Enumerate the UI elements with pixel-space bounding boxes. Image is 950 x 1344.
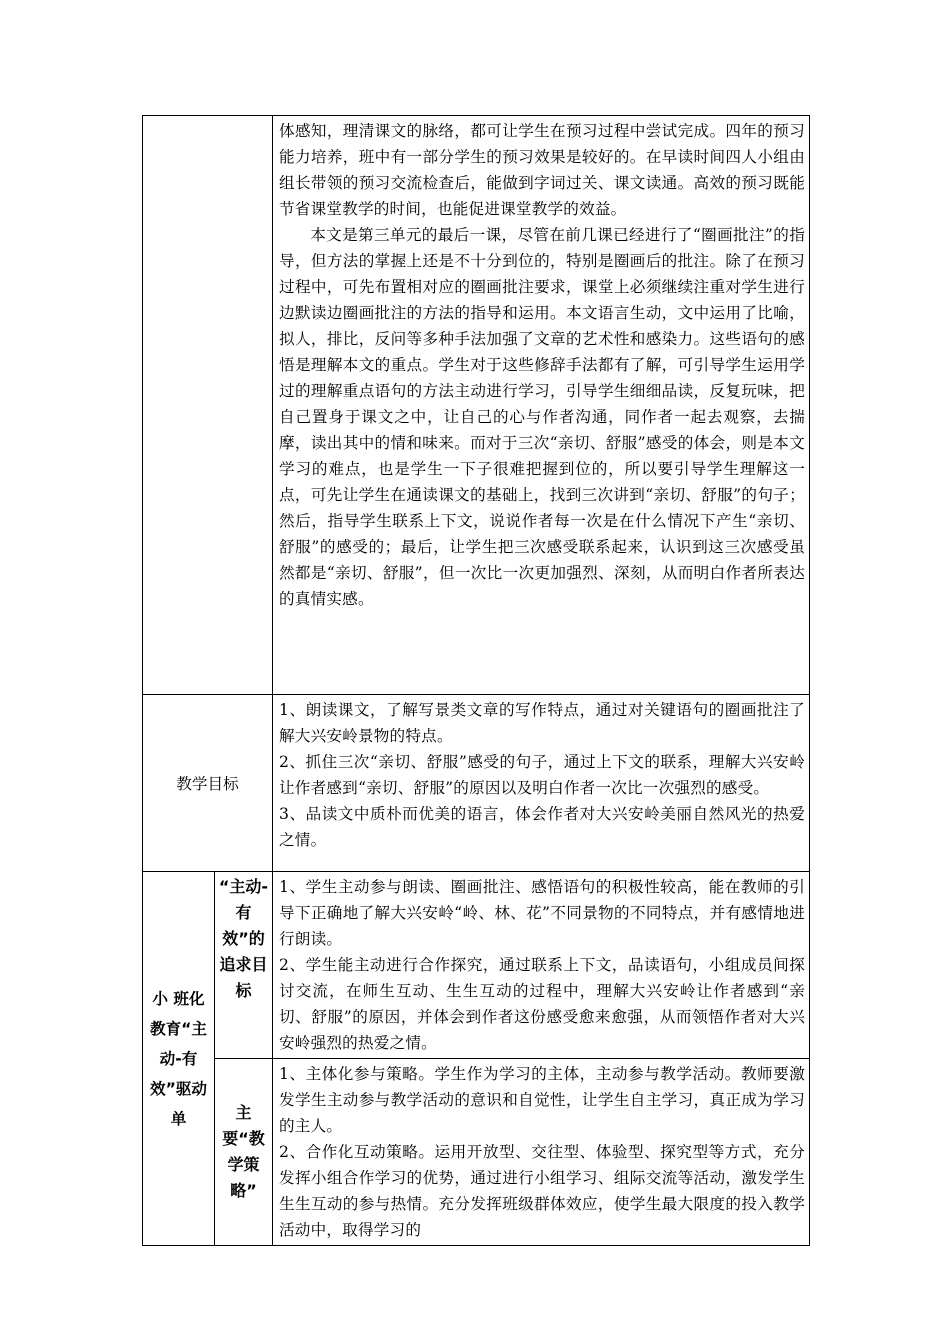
pursuit-goals-cell <box>273 872 810 1059</box>
goal-item: 1、朗读课文，了解写景类文章的写作特点，通过对关键语句的圈画批注了解大兴安岭景物的特点。 <box>279 701 805 745</box>
pursuit-goal-item: 2、学生能主动进行合作探究，通过联系上下文，品读语句，小组成员间探讨交流，在师生互动、生生互动的过程中，理解大兴安岭让作者感到“亲切、舒服”的原因，并体会到作者这份感受愈来愈强，从而领悟作者对大兴安岭强烈的热爱之情。 <box>279 956 805 1052</box>
table-row <box>143 1059 810 1246</box>
strategy-item: 1、主体化参与策略。学生作为学习的主体，主动参与教学活动。教师要激发学生主动参与教学活动的意识和自觉性，让学生自主学习，真正成为学习的主人。 <box>279 1065 805 1135</box>
analysis-cell <box>273 116 810 695</box>
goal-item: 2、抓住三次“亲切、舒服”感受的句子，通过上下文的联系，理解大兴安岭让作者感到“亲切、舒服”的原因以及明白作者一次比一次强烈的感受。 <box>279 753 805 797</box>
pursuit-goals-label: “主动-有效”的追求目标 <box>215 872 273 1059</box>
driver-sheet-label: 小 班化教育“主动-有效”驱动单 <box>143 872 215 1246</box>
table-row <box>143 116 810 695</box>
teaching-goals-label: 教学目标 <box>143 695 273 872</box>
table-row <box>143 695 810 872</box>
strategy-item: 2、合作化互动策略。运用开放型、交往型、体验型、探究型等方式，充分发挥小组合作学习的优势，通过进行小组学习、组际交流等活动，激发学生生生互动的参与热情。充分发挥班级群体效应，使学生最大限度的投入教学活动中，取得学习的 <box>279 1143 805 1239</box>
lesson-plan-table <box>142 115 810 1246</box>
goal-item: 3、品读文中质朴而优美的语言，体会作者对大兴安岭美丽自然风光的热爱之情。 <box>279 805 805 849</box>
main-strategies-label: 主要“教学策略” <box>215 1059 273 1246</box>
pursuit-goal-item: 1、学生主动参与朗读、圈画批注、感悟语句的积极性较高，能在教师的引导下正确地了解大兴安岭“岭、林、花”不同景物的不同特点，并有感情地进行朗读。 <box>279 878 805 948</box>
analysis-paragraph: 本文是第三单元的最后一课，尽管在前几课已经进行了“圈画批注”的指导，但方法的掌握上还是不十分到位的，特别是圈画后的批注。除了在预习过程中，可先布置相对应的圈画批注要求，课堂上必须继续注重对学生进行边默读边圈画批注的方法的指导和运用。本文语言生动，文中运用了比喻，拟人，排比，反问等多种手法加强了文章的艺术性和感染力。这些语句的感悟是理解本文的重点。学生对于这些修辞手法都有了解，可引导学生运用学过的理解重点语句的方法主动进行学习，引导学生细细品读，反复玩味，把自己置身于课文之中，让自己的心与作者沟通，同作者一起去观察，去揣摩，读出其中的情和味来。而对于三次“亲切、舒服”感受的体会，则是本文学习的难点，也是学生一下子很难把握到位的，所以要引导学生理解这一点，可先让学生在通读课文的基础上，找到三次讲到“亲切、舒服”的句子；然后，指导学生联系上下文，说说作者每一次是在什么情况下产生“亲切、舒服”的感受的；最后，让学生把三次感受联系起来，认识到这三次感受虽然都是“亲切、舒服”，但一次比一次更加强烈、深刻，从而明白作者所表达的真情实感。 <box>279 226 805 608</box>
empty-label-cell <box>143 116 273 695</box>
analysis-paragraph: 体感知，理清课文的脉络，都可让学生在预习过程中尝试完成。四年的预习能力培养，班中有一部分学生的预习效果是较好的。在早读时间四人小组由组长带领的预习交流检查后，能做到字词过关、课文读通。高效的预习既能节省课堂教学的时间，也能促进课堂教学的效益。 <box>279 122 805 218</box>
main-strategies-cell <box>273 1059 810 1246</box>
teaching-goals-cell <box>273 695 810 872</box>
table-row <box>143 872 810 1059</box>
